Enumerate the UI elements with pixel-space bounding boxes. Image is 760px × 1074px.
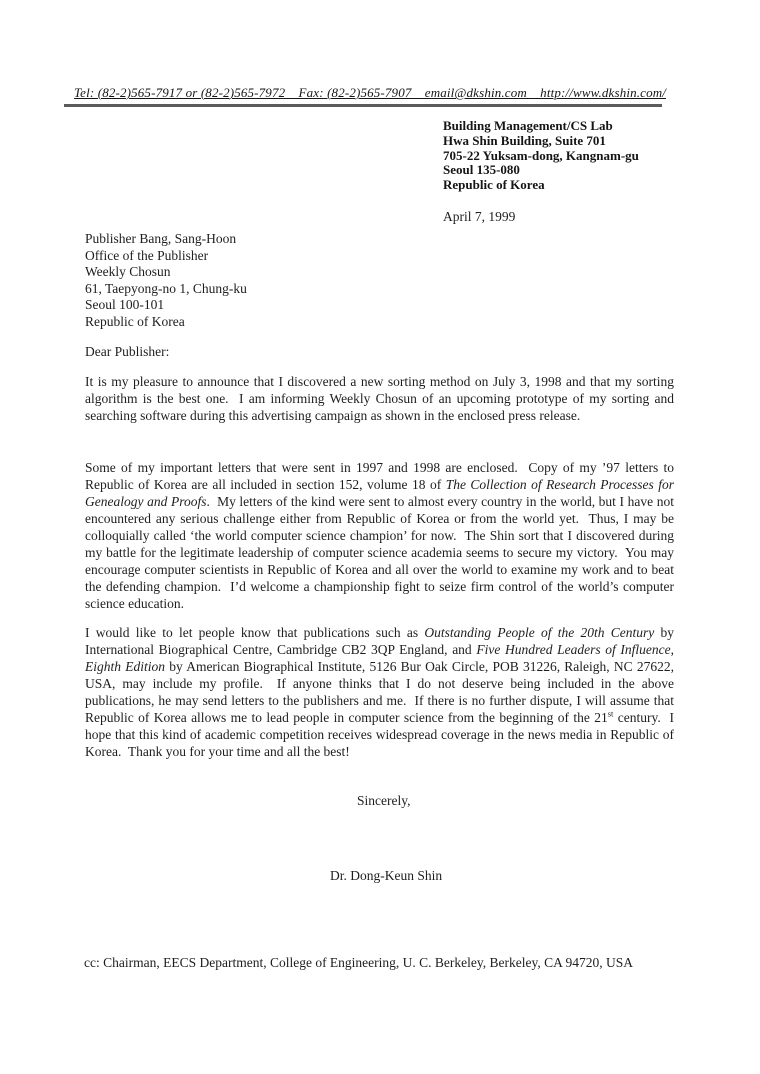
sender-address-block <box>443 119 639 193</box>
body-paragraph-letters <box>85 459 674 612</box>
letterhead-contact-rule <box>64 84 667 107</box>
text-run: It is my pleasure to announce that I discovered a new sorting method on July 3, 1998 and that my sorting algorithm is the best one. I am informing Weekly Chosun of an upcoming prototype of my sorting and searching software during this advertising campaign as shown in the enclosed press release. <box>85 374 674 423</box>
letterhead-contact-line: Tel: (82-2)565-7917 or (82-2)565-7972 Fax: (82-2)565-7907 email@dkshin.com http://www.dkshin.com/ <box>74 85 667 100</box>
text-run: st <box>607 708 614 719</box>
address-line: Republic of Korea <box>443 177 545 193</box>
text-run: Five Hundred Leaders of Influence <box>476 642 671 657</box>
text-run: Eighth Edition <box>85 659 165 674</box>
cc-line: cc: Chairman, EECS Department, College of Engineering, U. C. Berkeley, Berkeley, CA 94720, USA <box>84 955 634 970</box>
recipient-address-block <box>85 231 247 331</box>
signature-name: Dr. Dong-Keun Shin <box>330 868 443 883</box>
text-run: The Collection of Research Processes for Genealogy and Proofs <box>85 477 675 509</box>
body-paragraph-announcement <box>85 373 674 424</box>
text-run: . My letters of the kind were sent to almost every country in the world, but I have not encountered any serious challenge either from Republic of Korea or from the world yet. Thus, I may be colloquially called ‘the world computer science champion’ for now. The Shin sort that I discovered during my battle for the legitimate leadership of computer science academia seems to secure my victory. You may encourage computer scientists in Republic of Korea and all over the world to examine my work and to beat the defending champion. I’d welcome a championship fight to seize firm control of the world’s computer science education. <box>85 494 675 611</box>
valediction: Sincerely, <box>357 793 411 808</box>
address-line: Weekly Chosun <box>85 264 171 280</box>
text-run: Some of my important letters that were sent in 1997 and 1998 are enclosed. Copy of my ’97 letters to Republic of Korea are all included in section 152, volume 18 of <box>85 460 674 492</box>
address-line: Seoul 100-101 <box>85 297 165 313</box>
text-run: I would like to let people know that publications such as <box>85 625 425 640</box>
address-line: Republic of Korea <box>85 313 185 329</box>
address-line: 705-22 Yuksam-dong, Kangnam-gu <box>443 147 639 163</box>
address-line: Office of the Publisher <box>85 247 209 263</box>
text-run: by American Biographical Institute, 5126 Bur Oak Circle, POB 31226, Raleigh, NC 27622, USA, may include my profile. If anyone thinks that I do not deserve being included in the above publications, he may send letters to the publishers and me. If there is no further dispute, I will assume that Republic of Korea allows me to lead people in computer science from the beginning of the 21 <box>85 659 675 725</box>
address-line: 61, Taepyong-no 1, Chung-ku <box>85 280 247 296</box>
address-line: Seoul 135-080 <box>443 162 520 178</box>
body-paragraph-publications <box>85 624 674 760</box>
date-line: April 7, 1999 <box>443 209 516 224</box>
salutation: Dear Publisher: <box>85 344 170 359</box>
address-line: Hwa Shin Building, Suite 701 <box>443 132 606 148</box>
text-run: , <box>670 642 674 657</box>
address-line: Building Management/CS Lab <box>443 118 613 133</box>
address-line: Publisher Bang, Sang-Hoon <box>85 231 237 246</box>
text-run: Outstanding People of the 20th Century <box>424 625 655 640</box>
text-run: by International Biographical Centre, Cambridge CB2 3QP England, and <box>85 625 674 657</box>
text-run: century. I hope that this kind of academic competition receives widespread coverage in the news media in Republic of Korea. Thank you for your time and all the best! <box>85 710 675 759</box>
